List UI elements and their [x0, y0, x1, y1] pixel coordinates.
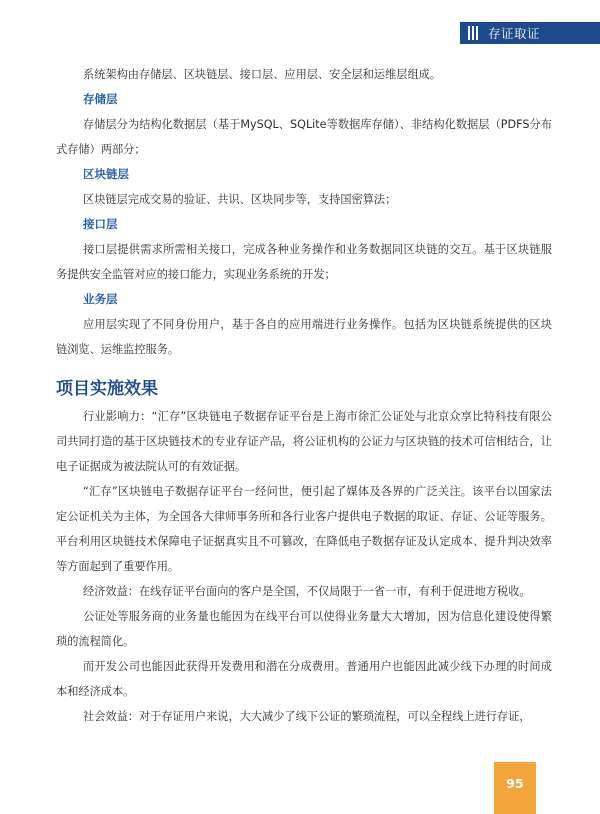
business-layer-text: 应用层实现了不同身份用户，基于各自的应用端进行业务操作。包括为区块链系统提供的区块链浏览、运维监控服务。 [56, 318, 552, 356]
blockchain-layer-text: 区块链层完成交易的验证、共识、区块同步等，支持国密算法； [83, 193, 397, 206]
effects-paragraph-notary: 公证处等服务商的业务量也能因为在线平台可以使得业务量大大增加，因为信息化建设使得繁琐的流程简化。 [56, 610, 552, 648]
architecture-intro: 系统架构由存储层、区块链层、接口层、应用层、安全层和运维层组成。 [83, 68, 442, 81]
heading-storage-layer: 存储层 [83, 92, 118, 106]
page-number: 95 [494, 762, 536, 814]
effects-paragraph-economic: 经济效益：在线存证平台面向的客户是全国，不仅局限于一省一市，有利于促进地方税收。 [83, 585, 531, 598]
section-title: 存证取证 [488, 26, 541, 41]
section-header-tab [460, 22, 600, 44]
heading-blockchain-layer: 区块链层 [83, 167, 129, 181]
interface-layer-text: 接口层提供需求所需相关接口，完成各种业务操作和业务数据同区块链的交互。基于区块链服务提供安全监管对应的接口能力，实现业务系统的开发； [56, 243, 552, 281]
effects-paragraph-social: 社会效益：对于存证用户来说，大大减少了线下公证的繁琐流程，可以全程线上进行存证， [83, 710, 531, 723]
heading-business-layer: 业务层 [83, 292, 118, 306]
effects-paragraph-developer: 而开发公司也能因此获得开发费用和潜在分成费用。普通用户也能因此减少线下办理的时间成本和经济成本。 [56, 660, 552, 698]
storage-layer-text: 存储层分为结构化数据层（基于MySQL、SQLite等数据库存储）、非结构化数据层（PDFS分布式存储）两部分； [56, 118, 552, 156]
effects-paragraph-attention: “汇存”区块链电子数据存证平台一经问世，便引起了媒体及各界的广泛关注。该平台以国家法定公证机关为主体，为全国各大律师事务所和各行业客户提供电子数据的取证、存证、公证等服务。平台利用区块链技术保障电子证据真实且不可篡改，在降低电子数据存证及认定成本、提升判决效率等方面起到了重要作用。 [56, 485, 552, 573]
effects-paragraph-industry: 行业影响力：“汇存”区块链电子数据存证平台是上海市徐汇公证处与北京众享比特科技有限公司共同打造的基于区块链技术的专业存证产品，将公证机构的公证力与区块链的技术可信相结合，让电子证据成为被法院认可的有效证据。 [56, 410, 552, 473]
page-body [56, 62, 552, 729]
heading-interface-layer: 接口层 [83, 217, 118, 231]
effects-heading: 项目实施效果 [56, 379, 158, 399]
header-bars-decoration [468, 26, 478, 40]
